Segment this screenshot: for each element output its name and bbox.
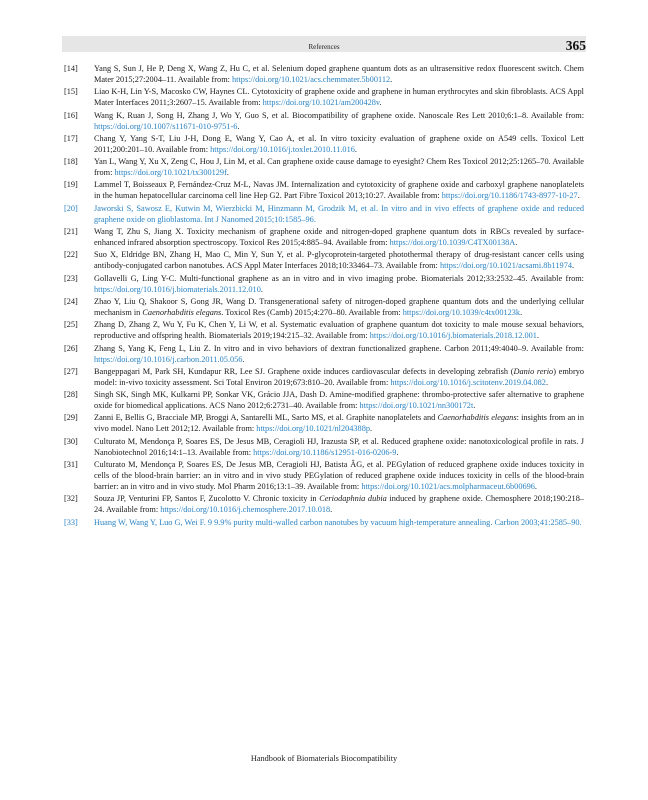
reference-item (64, 204, 584, 226)
reference-text: ) embryo model: in-vivo toxicity assessment. Sci Total Environ 2019;673:810–20. Available from: (94, 366, 584, 387)
doi-link[interactable]: https://doi.org/10.1186/1743-8977-10-27 (441, 191, 578, 201)
doi-link[interactable]: https://doi.org/10.1021/tx300129f (114, 168, 227, 178)
reference-number: [26] (64, 343, 78, 353)
reference-item (64, 227, 584, 249)
reference-text: . (330, 505, 333, 515)
reference-text: Chang Y, Yang S-T, Liu J-H, Dong E, Wang Y, Cao A, et al. In vitro toxicity evaluation of graphene oxide on A549 cells. Toxicol Lett 2011;200:201–10. Available from: (94, 133, 584, 154)
reference-item (64, 390, 584, 412)
reference-list (64, 64, 584, 530)
reference-text: Zhang D, Zhang Z, Wu Y, Fu K, Chen Y, Li W, et al. Systematic evaluation of graphene quantum dot toxicity to male mouse sexual behaviors, reproductive and offspring health. Biomaterials 2019;194:215–32. Available from: (94, 320, 584, 341)
reference-text: Lammel T, Boisseaux P, Fernández-Cruz M-L, Navas JM. Internalization and cytotoxicity of graphene oxide and carboxyl graphene nanoplatelets in the human hepatocellular carcinoma cell line Hep G2. Part Fibre Toxicol 2013;10:27. Available from: (94, 180, 584, 201)
reference-text: Bangeppagari M, Park SH, Kundapur RR, Lee SJ. Graphene oxide induces cardiovascular defects in developing zebrafish ( (94, 366, 514, 376)
reference-text: Zhao Y, Liu Q, Shakoor S, Gong JR, Wang D. Transgenerational safety of nitrogen-doped graphene quantum dots and the underlying cellular mechanism in (94, 296, 584, 317)
reference-text: . (379, 98, 382, 108)
reference-number: [24] (64, 296, 78, 306)
reference-item (64, 250, 584, 272)
reference-text: . (396, 447, 399, 457)
reference-text: . (473, 401, 476, 411)
reference-text: Wang T, Zhu S, Jiang X. Toxicity mechanism of graphene oxide and nitrogen-doped graphene quantum dots in RBCs revealed by surface-enhanced infrared absorption spectroscopy. Toxicol Res 2015;4:885–94. Available from: (94, 227, 584, 248)
reference-text: Jaworski S, Sawosz E, Kutwin M, Wierzbicki M, Hinzmann M, Grodzik M, et al. In vitro and in vivo effects of graphene oxide and reduced graphene oxide on glioblastoma. Int J Nanomed 2015;10:1585–96. (94, 203, 584, 224)
reference-number: [18] (64, 157, 78, 167)
page-number: 365 (565, 38, 586, 53)
species-name: Danio rerio (513, 366, 554, 376)
reference-text: . (370, 424, 373, 434)
reference-text: . (534, 481, 537, 491)
reference-text: Culturato M, Mendonça P, Soares ES, De Jesus MB, Ceragioli HJ, Irazusta SP, et al. Reduced graphene oxide: nanotoxicological profile in rats. J Nanobiotechnol 2016;14:1–13. Available from: (94, 436, 584, 457)
reference-text: . (237, 121, 240, 131)
reference-number: [25] (64, 320, 78, 330)
doi-link[interactable]: https://doi.org/10.1016/j.biomaterials.2011.12.010 (94, 284, 261, 294)
reference-text: . Toxicol Res (Camb) 2015;4:270–80. Available from: (221, 307, 403, 317)
reference-text: . (515, 238, 518, 248)
doi-link[interactable]: https://doi.org/10.1186/s12951-016-0206-9 (253, 447, 397, 457)
doi-link[interactable]: https://doi.org/10.1007/s11671-010-9751-6 (94, 121, 238, 131)
reference-item (64, 274, 584, 296)
reference-item (64, 320, 584, 342)
reference-item (64, 297, 584, 319)
reference-number: [15] (64, 87, 78, 97)
reference-text: Zanni E, Bellis G, Bracciale MP, Broggi A, Santarelli ML, Sarto MS, et al. Graphite nanoplatelets and (94, 413, 438, 423)
doi-link[interactable]: https://doi.org/10.1039/C4TX00138A (389, 238, 516, 248)
reference-text: Souza JP, Venturini FP, Santos F, Zucolotto V. Chronic toxicity in (94, 494, 320, 504)
reference-text: . (354, 144, 357, 154)
reference-text: Culturato M, Mendonça P, Soares ES, De Jesus MB, Ceragioli HJ, Batista ÂG, et al. PEGylation of reduced graphene oxide induces toxicity in cells of the blood-brain barrier: an in vitro and in vivo study PEGylation of reduced graphene oxide induces toxicity in cells of the blood-brain barrier: an in vitro and in vivo study. Mol Pharm 2016;13:1–39. Available from: (94, 460, 584, 491)
reference-item (64, 413, 584, 435)
reference-text: . (572, 261, 575, 271)
reference-number: [31] (64, 460, 78, 470)
reference-item (64, 344, 584, 366)
doi-link[interactable]: https://doi.org/10.1039/c4tx00123k (402, 307, 521, 317)
species-name: Caenorhabditis elegans (437, 413, 517, 423)
reference-item (64, 157, 584, 179)
reference-number: [22] (64, 250, 78, 260)
doi-link[interactable]: https://doi.org/10.1016/j.chemosphere.2017.10.018 (160, 505, 331, 515)
reference-text: . (520, 307, 523, 317)
reference-item (64, 460, 584, 493)
reference-text: . (577, 191, 580, 201)
doi-link[interactable]: https://doi.org/10.1021/nl204388p (256, 424, 371, 434)
reference-number: [17] (64, 133, 78, 143)
reference-number: [21] (64, 227, 78, 237)
reference-number: [28] (64, 390, 78, 400)
doi-link[interactable]: https://doi.org/10.1016/j.scitotenv.2019.04.082 (390, 377, 546, 387)
reference-number: [23] (64, 273, 78, 283)
doi-link[interactable]: https://doi.org/10.1016/j.carbon.2011.05.056 (94, 354, 243, 364)
reference-text: . (226, 168, 229, 178)
reference-text: . (260, 284, 263, 294)
reference-text: Yan L, Wang Y, Xu X, Zeng C, Hou J, Lin M, et al. Can graphene oxide cause damage to eyesight? Chem Res Toxicol 2012;25:1265–70. Available from: (94, 157, 584, 178)
doi-link[interactable]: https://doi.org/10.1016/j.toxlet.2010.11.016 (210, 144, 355, 154)
reference-text: . (545, 377, 549, 387)
reference-number: [16] (64, 110, 78, 120)
reference-text: Wang K, Ruan J, Song H, Zhang J, Wo Y, Guo S, et al. Biocompatibility of graphene oxide. Nanoscale Res Lett 2010;6:1–8. Available from: (94, 110, 584, 120)
doi-link[interactable]: https://doi.org/10.1021/nn300172t (359, 401, 474, 411)
reference-number: [29] (64, 413, 78, 423)
reference-item (64, 437, 584, 459)
reference-item (64, 518, 584, 529)
running-title: References (308, 43, 340, 51)
reference-text: Singh SK, Singh MK, Kulkarni PP, Sonkar VK, Grácio JJA, Dash D. Amine-modified graphene: thrombo-protective safer alternative to graphene oxide for biomedical applications. ACS Nano 2012;6:2731–40. Available from: (94, 390, 584, 411)
reference-item (64, 494, 584, 516)
reference-number: [30] (64, 436, 78, 446)
reference-text: Yang S, Sun J, He P, Deng X, Wang Z, Hu C, et al. Selenium doped graphene quantum dots as an ultrasensitive redox fluorescent switch. Chem Mater 2015;27:2004–11. Available from: (94, 64, 584, 84)
reference-text: . (242, 354, 245, 364)
reference-text: Gollavelli G, Ling Y-C. Multi-functional graphene as an in vitro and in vivo imaging probe. Biomaterials 2012;33:2532–45. Available from: (94, 273, 584, 283)
reference-text: Liao K-H, Lin Y-S, Macosko CW, Haynes CL. Cytotoxicity of graphene oxide and graphene in human erythrocytes and skin fibroblasts. ACS Appl Mater Interfaces 2011;3:2607–15. Available from: (94, 87, 584, 108)
reference-text: : insights from an in vivo model. Nano Lett 2012;12. Available from: (94, 413, 584, 434)
reference-text: . (536, 331, 539, 341)
reference-text: Huang W, Wang Y, Luo G, Wei F. 9 9.9% purity multi-walled carbon nanotubes by vacuum high-temperature annealing. Carbon 2003;41:2585–90. (94, 517, 582, 527)
doi-link[interactable]: https://doi.org/10.1021/acsami.8b11974 (439, 261, 572, 271)
doi-link[interactable]: https://doi.org/10.1021/acs.molpharmaceut.6b00696 (361, 481, 535, 491)
doi-link[interactable]: https://doi.org/10.1021/acs.chemmater.5b00112 (232, 74, 391, 84)
reference-number: [19] (64, 180, 78, 190)
reference-item (64, 367, 584, 389)
reference-item (64, 87, 584, 109)
reference-item (64, 180, 584, 202)
reference-number: [32] (64, 494, 78, 504)
doi-link[interactable]: https://doi.org/10.1016/j.biomaterials.2018.12.001 (369, 331, 537, 341)
reference-text: Suo X, Eldridge BN, Zhang H, Mao C, Min Y, Sun Y, et al. P-glycoprotein-targeted photothermal therapy of drug-resistant cancer cells using antibody-conjugated carbon nanotubes. ACS Appl Mater Interfaces 2018;10:33464–73. Available from: (94, 250, 584, 271)
species-name: Caenorhabditis elegans (142, 307, 222, 317)
reference-number: [14] (64, 64, 78, 73)
footer-book-title: Handbook of Biomaterials Biocompatibility (250, 754, 398, 763)
reference-number: [27] (64, 366, 78, 376)
reference-text: induced by graphene oxide. Chemosphere 2018;190:218–24. Available from: (94, 494, 584, 515)
reference-number: [33] (64, 517, 78, 527)
reference-text: Zhang S, Yang K, Feng L, Liu Z. In vitro and in vivo behaviors of dextran functionalized graphene. Carbon 2011;49:4040–9. Available from: (94, 343, 584, 353)
reference-number: [20] (64, 203, 78, 213)
species-name: Ceriodaphnia dubia (319, 494, 387, 504)
reference-item (64, 134, 584, 156)
reference-text: . (390, 74, 393, 84)
reference-item (64, 64, 584, 86)
reference-item (64, 111, 584, 133)
doi-link[interactable]: https://doi.org/10.1021/am200428v (262, 98, 380, 108)
